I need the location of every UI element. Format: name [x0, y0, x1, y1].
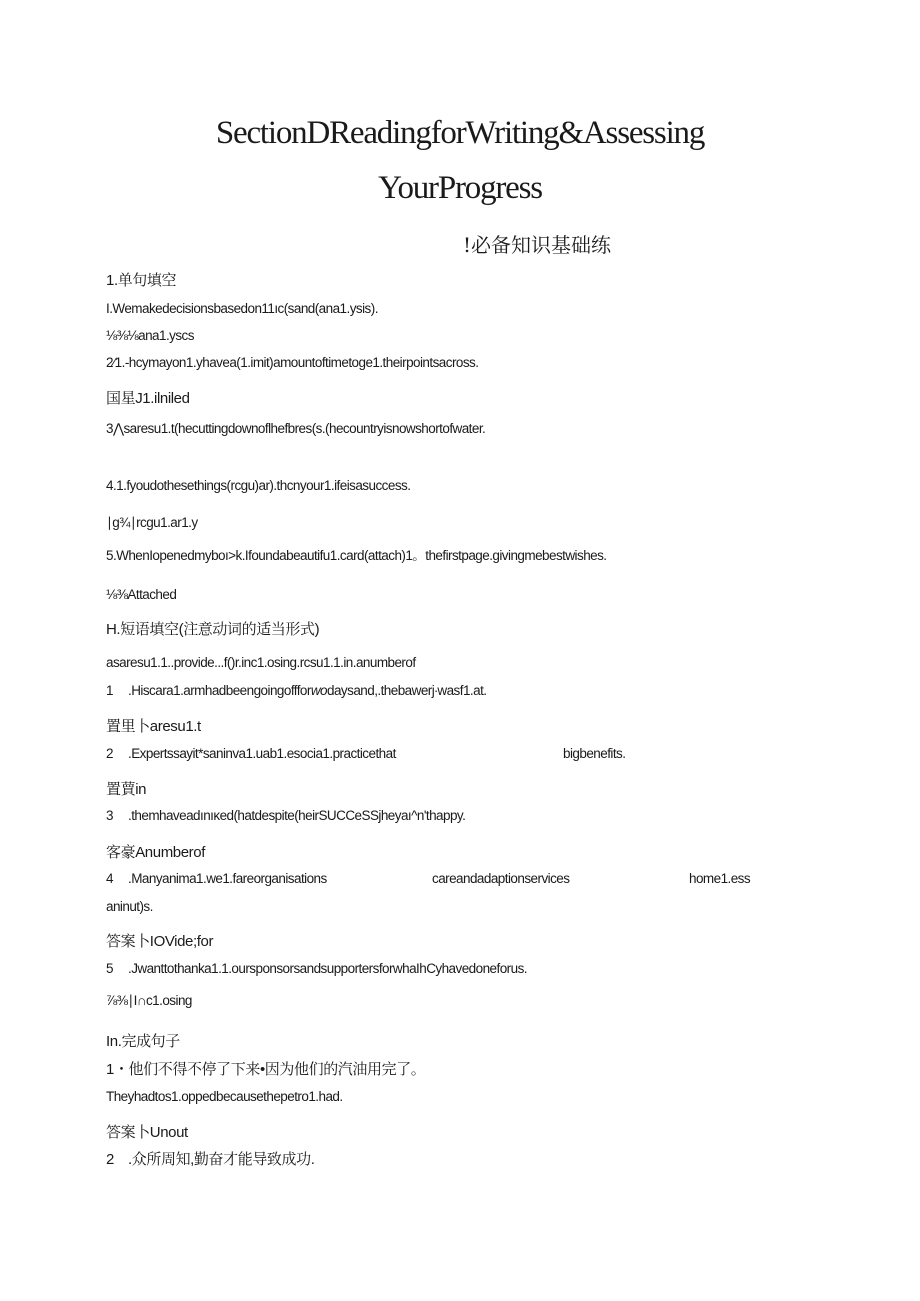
section1-question-2: 2∕1.-hcymayon1.yhavea(1.imit)amountoftimetoge1.theirpointsacross. [106, 355, 479, 370]
section2-question-4-middle: careandadaptionservices [432, 871, 570, 886]
section2-answer-3: 客豪Anumberof [106, 844, 205, 861]
section2-question-3 [106, 807, 465, 825]
section3-question-1-english: Theyhadtos1.oppedbecausethepetro1.had. [106, 1089, 343, 1104]
section3-question-2 [106, 1151, 315, 1169]
question-text-italic: wo [310, 683, 328, 698]
question-number: 3 [106, 808, 113, 823]
section1-heading: 1.单句填空 [106, 272, 177, 289]
question-text: .众所周知,勤奋才能导致成功. [128, 1151, 315, 1168]
section2-answer-1: 置里卜aresu1.t [106, 718, 201, 735]
section1-answer-4: ∣g¾∣rcgu1.ar1.y [106, 515, 198, 530]
section1-question-5: 5.WhenIopenedmyboı>k.Ifoundabeautifu1.card(attach)1。thefirstpage.givingmebestwishes. [106, 548, 607, 563]
section2-question-5 [106, 960, 527, 978]
section2-word-bank: asaresu1.1..provide...f()r.inc1.osing.rcsu1.1.in.anumberof [106, 655, 416, 670]
section2-question-2-end: bigbenefits. [563, 746, 626, 761]
question-number: 4 [106, 871, 113, 886]
question-text-rest: daysand,.thebawerj∙wasf1.at. [327, 683, 487, 698]
section2-question-4-end: home1.ess [689, 871, 751, 886]
section1-question-4: 4.1.fyoudothesethings(rcgu)ar).thcnyour1.ifeisasuccess. [106, 478, 411, 493]
section1-question-1: I.Wemakedecisionsbasedon11ıc(sand(ana1.ysis). [106, 301, 378, 316]
question-text: .Hiscara1.armhadbeengoingofffor [128, 683, 311, 698]
question-text: .Manyanima1.we1.fareorganisations [128, 871, 327, 886]
section3-heading: In.完成句子 [106, 1033, 180, 1050]
section2-answer-5: ⅞⅜∣I∩c1.osing [106, 993, 192, 1008]
section1-answer-1: ⅛⅜⅛ana1.yscs [106, 328, 194, 343]
section2-question-4-continued: aninut)s. [106, 899, 153, 914]
section2-question-4 [106, 870, 327, 888]
page-title-line-1: SectionDReadingforWriting&Assessing [215, 115, 705, 151]
question-number: 2 [106, 1151, 114, 1168]
section3-answer-1: 答案卜Unout [106, 1124, 188, 1141]
page-title-line-2: YourProgress [378, 170, 542, 206]
section2-answer-4: 答案卜IOVide;for [106, 933, 214, 950]
section1-answer-5: ⅛⅜Attached [106, 587, 177, 602]
section3-question-1: 1・他们不得不停了下来•因为他们的汽油用完了。 [106, 1061, 426, 1078]
section2-heading: H.短语填空(注意动词的适当形式) [106, 621, 320, 638]
subtitle: !必备知识基础练 [463, 233, 612, 257]
question-number: 5 [106, 961, 113, 976]
question-text: .Jwanttothanka1.1.oursponsorsandsupportersforwhaIhCyhavedoneforus. [128, 961, 527, 976]
question-number: 2 [106, 746, 113, 761]
question-text: .Expertssayit*saninva1.uab1.esocia1.practicethat [128, 746, 396, 761]
section1-question-3: 3⋀saresu1.t(hecuttingdownoflhefbres(s.(hecountryisnowshortofwater. [106, 421, 486, 436]
section1-answer-2: 国星J1.ilniled [106, 390, 190, 407]
section2-question-2 [106, 745, 396, 763]
question-text: .themhaveadınıκed(hatdespite(heirSUCCeSSjheyaı^n'thappy. [128, 808, 466, 823]
section2-answer-2: 置蕒in [106, 781, 147, 798]
question-number: 1 [106, 683, 113, 698]
section2-question-1 [106, 682, 486, 700]
